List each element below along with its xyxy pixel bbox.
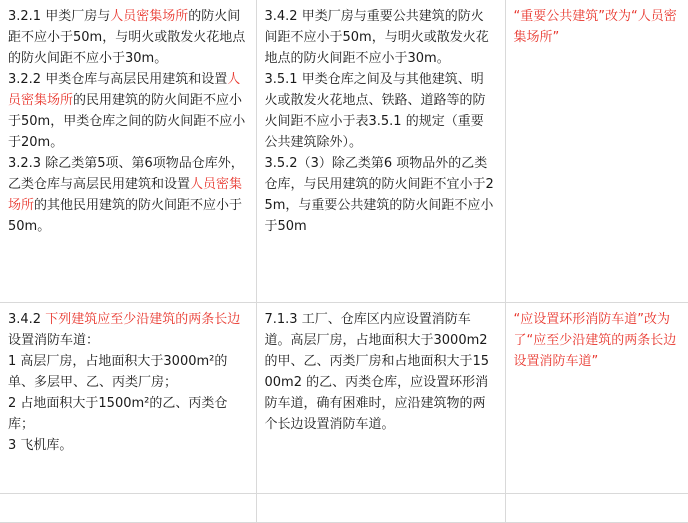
- paragraph: [265, 69, 497, 153]
- highlighted-text: “重要公共建筑”改为“人员密集场所”: [513, 9, 677, 46]
- paragraph: [8, 69, 248, 153]
- highlighted-text: 下列建筑应至少沿建筑的两条长边: [45, 312, 241, 327]
- highlighted-text: 人员密集场所: [110, 9, 189, 24]
- paragraph: [8, 6, 248, 69]
- body-text: 3.5.2（3）除乙类第6 项物品外的乙类仓库，与民用建筑的防火间距不宜小于25m，与重要公共建筑的防火间距不应小于50m: [264, 156, 494, 235]
- body-text: 1 高层厂房，占地面积大于3000m²的单、多层甲、乙、丙类厂房；: [8, 354, 228, 391]
- paragraph: [514, 309, 681, 372]
- cell-new-provision: [0, 0, 256, 303]
- body-text: 3.4.2 甲类厂房与重要公共建筑的防火间距不应小于50m，与明火或散发火花地点的防火间距不应小于30m。: [264, 9, 489, 67]
- paragraph: [8, 351, 248, 393]
- cell-change-note: [505, 0, 688, 303]
- cell-old-provision: [256, 303, 505, 494]
- cell-old-provision: [256, 0, 505, 303]
- table-row-empty: [0, 494, 688, 523]
- table-row: [0, 303, 688, 494]
- highlighted-text: 人员密集场所: [8, 72, 241, 109]
- paragraph: [8, 153, 248, 237]
- paragraph: [8, 435, 248, 456]
- body-text: 的民用建筑的防火间距不应小于50m，甲类仓库之间的防火间距不应小于20m。: [8, 93, 246, 151]
- cell-old-provision: [256, 494, 505, 523]
- highlighted-text: 人员密集场所: [8, 177, 243, 214]
- highlighted-text: “应设置环形消防车道”改为了“应至少沿建筑的两条长边设置消防车道”: [513, 312, 677, 370]
- paragraph: [265, 309, 497, 435]
- body-text: 3 飞机库。: [8, 438, 73, 454]
- body-text: 3.4.2: [8, 312, 46, 327]
- paragraph: [8, 393, 248, 435]
- body-text: 7.1.3 工厂、仓库区内应设置消防车道。高层厂房，占地面积大于3000m2 的甲、乙、丙类厂房和占地面积大于1500m2 的乙、丙类仓库，应设置环形消防车道，确有困难时，应沿建筑物的两个长边设置消防车道。: [264, 312, 490, 433]
- cell-new-provision: [0, 494, 256, 523]
- paragraph: [265, 153, 497, 237]
- body-text: 的防火间距不应小于50m，与明火或散发火花地点的防火间距不应小于30m。: [8, 9, 246, 67]
- paragraph: [265, 6, 497, 69]
- body-text: 3.2.2 甲类仓库与高层民用建筑和设置: [8, 72, 228, 88]
- body-text: 3.2.1 甲类厂房与: [8, 9, 111, 24]
- body-text: 3.2.3 除乙类第5项、第6项物品仓库外，乙类仓库与高层民用建筑和设置: [8, 156, 244, 193]
- cell-new-provision: [0, 303, 256, 494]
- paragraph: [8, 309, 248, 351]
- body-text: 2 占地面积大于1500m²的乙、丙类仓库；: [8, 396, 228, 433]
- cell-change-note: [505, 494, 688, 523]
- body-text: 3.5.1 甲类仓库之间及与其他建筑、明火或散发火花地点、铁路、道路等的防火间距不应小于表3.5.1 的规定（重要公共建筑除外）。: [264, 72, 486, 151]
- paragraph: [514, 6, 681, 48]
- body-text: 的其他民用建筑的防火间距不应小于50m。: [8, 198, 243, 235]
- body-text: 设置消防车道：: [8, 333, 100, 349]
- cell-change-note: [505, 303, 688, 494]
